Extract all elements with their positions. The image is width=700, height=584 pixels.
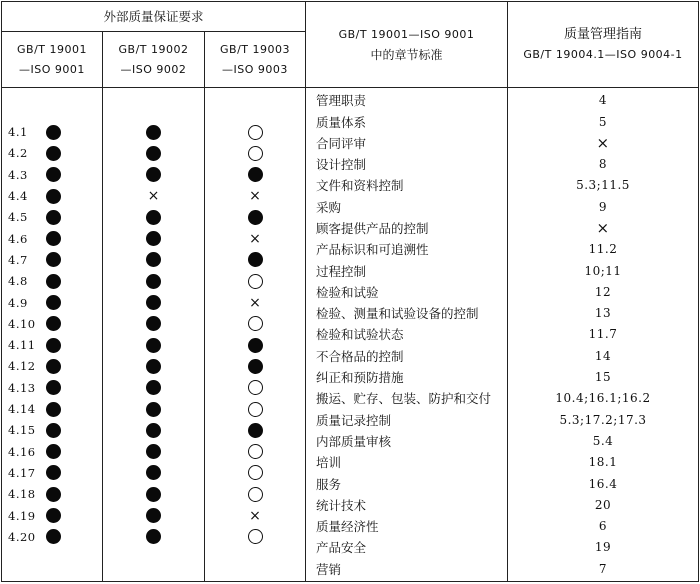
model1-cell [2, 292, 102, 313]
model3-cell [205, 441, 305, 462]
required-dot-icon [248, 210, 263, 225]
model1-cell [2, 122, 102, 143]
model1-column [2, 88, 103, 582]
chapter-title: 检验和试验状态 [316, 327, 404, 343]
clause-number: 4.4 [8, 189, 28, 204]
chapter-title: 服务 [316, 476, 342, 492]
required-dot-icon [46, 402, 61, 417]
model3-cell [205, 484, 305, 505]
model3-cell [205, 356, 305, 377]
clause-number: 4.3 [8, 167, 28, 182]
not-applicable-cross-icon: × [147, 188, 160, 205]
required-dot-icon [46, 252, 61, 267]
chapter-title: 产品标识和可追溯性 [316, 242, 429, 258]
guide-reference: 16.4 [588, 476, 618, 491]
required-dot-icon [146, 231, 161, 246]
model1-cell [2, 505, 102, 526]
chapter-title: 过程控制 [316, 263, 367, 279]
model1-cell [2, 398, 102, 419]
not-applicable-cross-icon: × [596, 133, 610, 152]
chapter-title: 检验和试验 [316, 284, 379, 300]
required-dot-icon [146, 146, 161, 161]
model2-column [103, 88, 205, 582]
chapter-title: 培训 [316, 455, 342, 471]
model1-cell [2, 335, 102, 356]
required-dot-icon [46, 146, 61, 161]
required-dot-icon [46, 465, 61, 480]
model-header-19003: GB/T 19003 —ISO 9003 [205, 32, 306, 88]
partial-ring-icon [248, 274, 263, 289]
model1-cell [2, 377, 102, 398]
partial-ring-icon [248, 487, 263, 502]
model2-cell [103, 335, 204, 356]
clause-number: 4.1 [8, 125, 28, 140]
guide-reference: 5.3;17.2;17.3 [559, 412, 647, 427]
required-dot-icon [248, 252, 263, 267]
chapter-standard-header: GB/T 19001—ISO 9001 中的章节标准 [306, 2, 508, 88]
chapter-title: 设计控制 [316, 157, 367, 173]
chapter-title: 不合格品的控制 [316, 348, 404, 364]
required-dot-icon [146, 487, 161, 502]
clause-number: 4.5 [8, 210, 28, 225]
model1-cell [2, 441, 102, 462]
model3-cell [205, 377, 305, 398]
required-dot-icon [146, 508, 161, 523]
clause-number: 4.20 [8, 529, 36, 544]
model1-cell [2, 228, 102, 249]
clause-number: 4.18 [8, 487, 36, 502]
chapter-title: 采购 [316, 199, 342, 215]
model1-cell [2, 249, 102, 270]
model3-cell [205, 420, 305, 441]
model2-cell [103, 420, 204, 441]
guide-reference: 5 [598, 114, 608, 129]
required-dot-icon [146, 529, 161, 544]
partial-ring-icon [248, 402, 263, 417]
partial-ring-icon [248, 125, 263, 140]
clause-number: 4.11 [8, 338, 36, 353]
required-dot-icon [46, 380, 61, 395]
required-dot-icon [46, 125, 61, 140]
chapter-title: 统计技术 [316, 497, 367, 513]
required-dot-icon [46, 487, 61, 502]
quality-standards-table [1, 1, 699, 582]
guide-reference: 18.1 [588, 455, 618, 470]
external-requirements-header: 外部质量保证要求 [2, 2, 306, 32]
partial-ring-icon [248, 444, 263, 459]
guide-reference: 15 [594, 370, 612, 385]
clause-number: 4.8 [8, 274, 28, 289]
model-header-19002: GB/T 19002 —ISO 9002 [103, 32, 205, 88]
guide-reference: 5.4 [592, 433, 614, 448]
chapter-title: 搬运、贮存、包装、防护和交付 [316, 391, 492, 407]
model2-cell [103, 313, 204, 334]
guide-reference: 14 [594, 348, 612, 363]
required-dot-icon [146, 444, 161, 459]
model2-cell [103, 462, 204, 483]
partial-ring-icon [248, 465, 263, 480]
chapter-title: 质量记录控制 [316, 412, 392, 428]
required-dot-icon [46, 274, 61, 289]
model1-cell [2, 164, 102, 185]
model3-cell [205, 398, 305, 419]
required-dot-icon [46, 189, 61, 204]
model1-cell [2, 420, 102, 441]
model2-cell [103, 398, 204, 419]
required-dot-icon [46, 359, 61, 374]
required-dot-icon [248, 423, 263, 438]
model3-cell [205, 249, 305, 270]
partial-ring-icon [248, 529, 263, 544]
model3-cell [205, 462, 305, 483]
required-dot-icon [146, 402, 161, 417]
required-dot-icon [146, 210, 161, 225]
required-dot-icon [46, 295, 61, 310]
required-dot-icon [46, 231, 61, 246]
model2-cell [103, 143, 204, 164]
model3-cell [205, 505, 305, 526]
required-dot-icon [146, 295, 161, 310]
required-dot-icon [248, 338, 263, 353]
guide-reference: 8 [598, 157, 608, 172]
model2-cell [103, 441, 204, 462]
guide-reference: 11.2 [588, 242, 618, 257]
guide-reference: 10;11 [584, 263, 622, 278]
clause-number: 4.13 [8, 380, 36, 395]
model1-cell [2, 313, 102, 334]
model3-cell [205, 313, 305, 334]
model2-cell [103, 249, 204, 270]
model2-cell [103, 207, 204, 228]
guide-reference: 11.7 [588, 327, 618, 342]
guide-reference-column [508, 88, 699, 582]
model1-cell [2, 462, 102, 483]
required-dot-icon [46, 423, 61, 438]
model3-cell [205, 185, 305, 206]
chapter-title: 质量体系 [316, 114, 367, 130]
clause-number: 4.6 [8, 231, 28, 246]
partial-ring-icon [248, 146, 263, 161]
clause-number: 4.7 [8, 252, 28, 267]
not-applicable-cross-icon: × [249, 188, 261, 205]
required-dot-icon [146, 380, 161, 395]
guide-reference: 19 [594, 540, 612, 555]
clause-number: 4.17 [8, 465, 36, 480]
required-dot-icon [46, 338, 61, 353]
guide-header: 质量管理指南 GB/T 19004.1—ISO 9004-1 [508, 2, 699, 88]
model2-cell [103, 292, 204, 313]
partial-ring-icon [248, 380, 263, 395]
chapter-title: 文件和资料控制 [316, 178, 404, 194]
guide-reference: 13 [594, 306, 612, 321]
clause-number: 4.12 [8, 359, 36, 374]
chapter-title: 合同评审 [316, 135, 367, 151]
chapter-title: 营销 [316, 561, 342, 577]
model3-cell [205, 526, 305, 547]
clause-number: 4.15 [8, 423, 36, 438]
guide-reference [508, 132, 698, 153]
guide-reference: 4 [598, 93, 608, 108]
model1-cell [2, 143, 102, 164]
model2-cell [103, 185, 204, 206]
required-dot-icon [46, 167, 61, 182]
model1-cell [2, 207, 102, 228]
not-applicable-cross-icon: × [249, 294, 261, 311]
model3-cell [205, 143, 305, 164]
guide-reference: 6 [598, 519, 608, 534]
model3-cell [205, 207, 305, 228]
chapter-title: 质量经济性 [316, 519, 379, 535]
not-applicable-cross-icon: × [249, 230, 261, 247]
partial-ring-icon [248, 316, 263, 331]
required-dot-icon [146, 338, 161, 353]
model1-cell [2, 526, 102, 547]
guide-reference [508, 217, 698, 238]
required-dot-icon [146, 316, 161, 331]
required-dot-icon [46, 316, 61, 331]
model2-cell [103, 228, 204, 249]
model2-cell [103, 377, 204, 398]
model-header-19001: GB/T 19001 —ISO 9001 [2, 32, 103, 88]
not-applicable-cross-icon: × [596, 219, 610, 237]
model3-cell [205, 228, 305, 249]
clause-number: 4.16 [8, 444, 36, 459]
model2-cell [103, 505, 204, 526]
model2-cell [103, 122, 204, 143]
model3-cell [205, 164, 305, 185]
required-dot-icon [46, 444, 61, 459]
required-dot-icon [146, 252, 161, 267]
model2-cell [103, 356, 204, 377]
chapter-title: 产品安全 [316, 540, 367, 556]
chapter-title: 内部质量审核 [316, 433, 392, 449]
model1-cell [2, 185, 102, 206]
clause-number: 4.9 [8, 295, 28, 310]
chapter-title-column [306, 88, 508, 582]
model2-cell [103, 271, 204, 292]
required-dot-icon [248, 167, 263, 182]
model1-cell [2, 356, 102, 377]
guide-reference: 7 [598, 561, 608, 576]
model3-cell [205, 271, 305, 292]
chapter-title: 顾客提供产品的控制 [316, 221, 429, 236]
required-dot-icon [248, 359, 263, 374]
required-dot-icon [46, 210, 61, 225]
required-dot-icon [146, 465, 161, 480]
chapter-title: 检验、测量和试验设备的控制 [316, 306, 479, 322]
chapter-title: 管理职责 [316, 93, 367, 109]
guide-reference: 10.4;16.1;16.2 [555, 391, 651, 406]
guide-reference: 9 [598, 199, 608, 214]
model1-cell [2, 484, 102, 505]
model1-cell [2, 271, 102, 292]
clause-number: 4.2 [8, 146, 28, 161]
required-dot-icon [146, 274, 161, 289]
model3-cell [205, 122, 305, 143]
required-dot-icon [146, 423, 161, 438]
guide-reference: 5.3;11.5 [576, 178, 630, 193]
not-applicable-cross-icon: × [249, 507, 261, 524]
clause-number: 4.14 [8, 402, 36, 417]
required-dot-icon [146, 125, 161, 140]
model3-column [205, 88, 306, 582]
required-dot-icon [146, 167, 161, 182]
model2-cell [103, 484, 204, 505]
required-dot-icon [46, 508, 61, 523]
model2-cell [103, 164, 204, 185]
chapter-title: 纠正和预防措施 [316, 370, 404, 386]
model3-cell [205, 292, 305, 313]
required-dot-icon [46, 529, 61, 544]
model2-cell [103, 526, 204, 547]
guide-reference: 12 [594, 284, 612, 299]
clause-number: 4.10 [8, 316, 36, 331]
guide-reference: 20 [594, 497, 612, 512]
required-dot-icon [146, 359, 161, 374]
clause-number: 4.19 [8, 508, 36, 523]
model3-cell [205, 335, 305, 356]
